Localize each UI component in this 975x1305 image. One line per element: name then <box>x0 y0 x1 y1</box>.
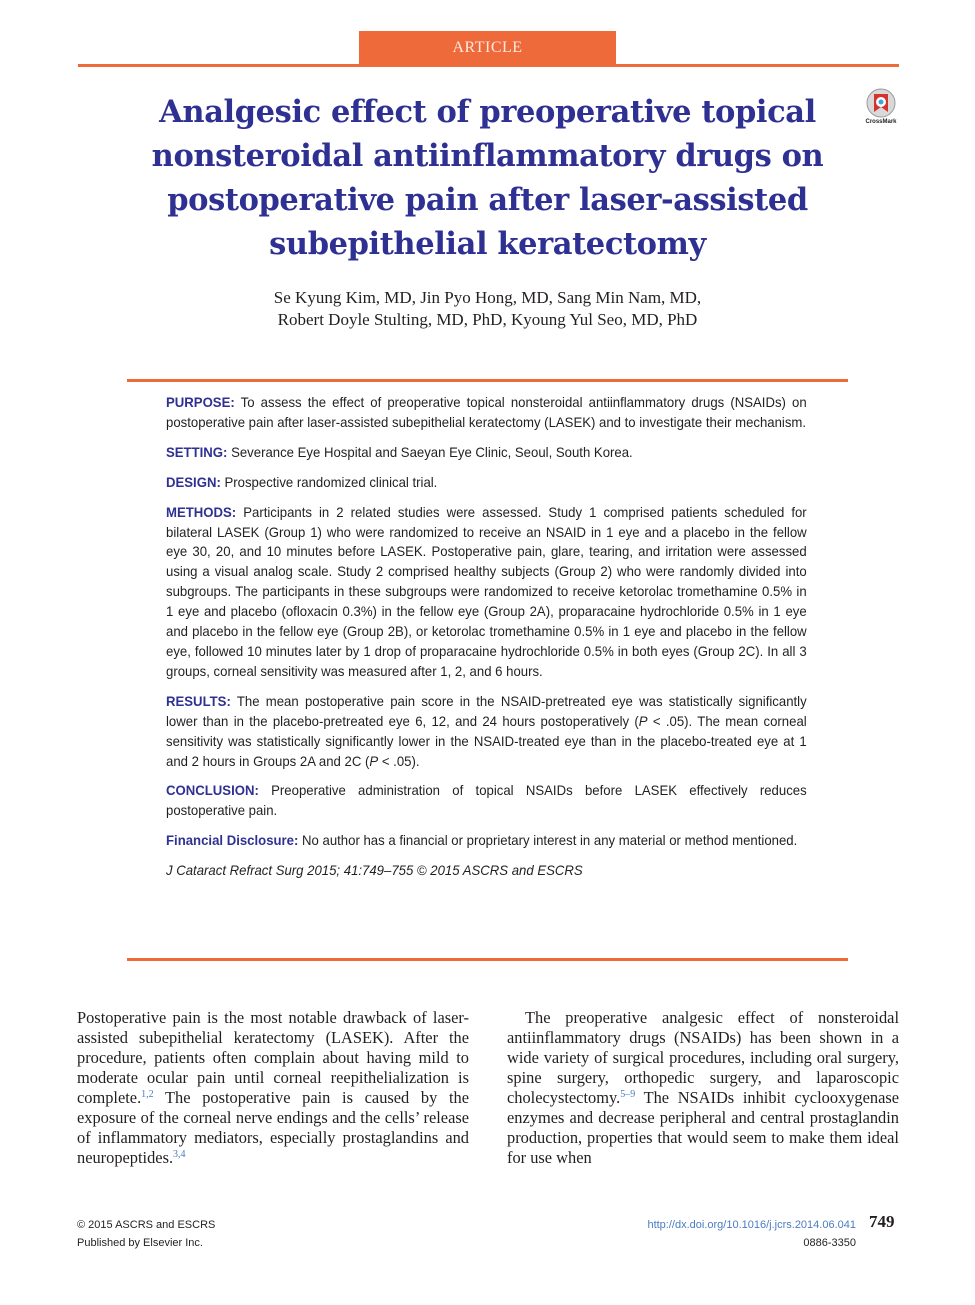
results-text-3: < .05). <box>378 752 420 769</box>
design-label: DESIGN: <box>166 473 221 490</box>
crossmark-badge[interactable] <box>860 88 902 128</box>
abstract-results <box>166 692 807 772</box>
section-label: ARTICLE <box>452 39 523 56</box>
disclosure-text: No author has a financial or proprietary interest in any material or method mentioned. <box>302 832 798 849</box>
conclusion-text: Preoperative administration of topical NSAIDs before LASEK effectively reduces postoperative pain. <box>166 782 807 819</box>
abstract-purpose <box>166 393 807 433</box>
footer-issn: 0886-3350 <box>803 1237 856 1249</box>
results-text-1: The mean postoperative pain score in the NSAID-pretreated eye was statistically significantly lower than in the placebo-pretreated eye 6, 12, and 24 hours postoperatively ( <box>166 692 807 729</box>
footer-right <box>647 1216 856 1252</box>
purpose-label: PURPOSE: <box>166 394 235 410</box>
crossmark-label: CrossMark <box>865 119 897 125</box>
abstract-bottom-rule <box>127 958 848 961</box>
doi-link[interactable]: http://dx.doi.org/10.1016/j.jcrs.2014.06.041 <box>647 1219 856 1231</box>
authors-line-2: Robert Doyle Stulting, MD, PhD, Kyoung Yul Seo, MD, PhD <box>277 310 698 329</box>
body-left-text-1: Postoperative pain is the most notable drawback of laser-assisted subepithelial keratectomy (LASEK). After the procedure, patients often complain about having mild to moderate ocular pain until corneal reepithelialization is complete. <box>77 1008 469 1107</box>
reference-link-1-2[interactable]: 1,2 <box>141 1089 154 1100</box>
methods-text: Participants in 2 related studies were assessed. Study 1 comprised patients scheduled for bilateral LASEK (Group 1) who were randomized to receive an NSAID in 1 eye and a placebo in the fellow eye 30, 20, and 10 minutes before LASEK. Postoperative pain, glare, tearing, and irritation were assessed using a visual analog scale. Study 2 comprised healthy subjects (Group 2) who were randomly divided into subgroups. The participants in these subgroups were randomized to receive ketorolac tromethamine 0.5% in 1 eye and placebo (ofloxacin 0.3%) in the fellow eye (Group 2A), proparacaine hydrochloride 0.5% in 1 eye and placebo in the fellow eye (Group 2B), or ketorolac tromethamine 0.5% in 1 eye and placebo in the fellow eye, followed 10 minutes later by 1 drop of proparacaine hydrochloride 0.5% in both eyes (Group 2C). In all 3 groups, corneal sensitivity was measured after 1, 2, and 6 hours. <box>166 503 807 679</box>
author-list <box>130 287 845 331</box>
page-number: 749 <box>869 1212 895 1231</box>
abstract-top-rule <box>127 379 848 382</box>
crossmark-icon <box>866 88 896 118</box>
results-p-symbol-2: P <box>369 752 379 769</box>
design-text: Prospective randomized clinical trial. <box>224 473 438 490</box>
body-column-right <box>507 1008 899 1168</box>
results-label: RESULTS: <box>166 692 231 709</box>
body-right-text-2: The NSAIDs inhibit cyclooxygenase enzymes and decrease peripheral and central prostaglandin production, properties that would seem to make them ideal for use when <box>507 1088 899 1167</box>
setting-text: Severance Eye Hospital and Saeyan Eye Clinic, Seoul, South Korea. <box>231 443 633 460</box>
setting-label: SETTING: <box>166 443 228 460</box>
purpose-text: To assess the effect of preoperative topical nonsteroidal antiinflammatory drugs (NSAIDs) on postoperative pain after laser-assisted subepithelial keratectomy (LASEK) and to investigate their mechanism. <box>166 394 807 430</box>
body-column-left <box>77 1008 469 1168</box>
header-rule <box>78 64 899 67</box>
abstract-disclosure <box>166 831 807 851</box>
footer-copyright: © 2015 ASCRS and ESCRS <box>77 1219 216 1231</box>
reference-link-3-4[interactable]: 3,4 <box>173 1149 186 1160</box>
abstract-methods <box>166 503 807 682</box>
abstract-design <box>166 473 807 493</box>
section-label-tab <box>359 31 616 65</box>
footer-left <box>77 1216 215 1252</box>
footer-publisher: Published by Elsevier Inc. <box>77 1237 203 1249</box>
results-p-symbol-1: P <box>638 712 648 729</box>
reference-link-5-9[interactable]: 5–9 <box>620 1089 636 1100</box>
authors-line-1: Se Kyung Kim, MD, Jin Pyo Hong, MD, Sang Min Nam, MD, <box>273 288 702 307</box>
results-text-2: < .05). The mean corneal sensitivity was statistically significantly lower in the NSAID-treated eye than in the placebo-treated eye at 1 and 2 hours in Groups 2A and 2C ( <box>166 712 807 769</box>
abstract-setting <box>166 443 807 463</box>
methods-label: METHODS: <box>166 503 237 520</box>
abstract <box>166 393 809 891</box>
conclusion-label: CONCLUSION: <box>166 782 259 799</box>
journal-citation: J Cataract Refract Surg 2015; 41:749–755 © 2015 ASCRS and ESCRS <box>166 862 583 879</box>
abstract-conclusion <box>166 781 807 821</box>
disclosure-label: Financial Disclosure: <box>166 832 299 849</box>
body-right-text-1: The preoperative analgesic effect of nonsteroidal antiinflammatory drugs (NSAIDs) has been shown in a wide variety of surgical procedures, including oral surgery, spine surgery, orthopedic surgery, and laparoscopic cholecystectomy. <box>507 1008 899 1107</box>
body-left-text-2: The postoperative pain is caused by the exposure of the corneal nerve endings and the cells’ release of inflammatory mediators, especially prostaglandins and neuropeptides. <box>77 1088 469 1167</box>
article-title: Analgesic effect of preoperative topical nonsteroidal antiinflammatory drugs on postoperative pain after laser-assisted subepithelial keratectomy <box>151 94 824 262</box>
